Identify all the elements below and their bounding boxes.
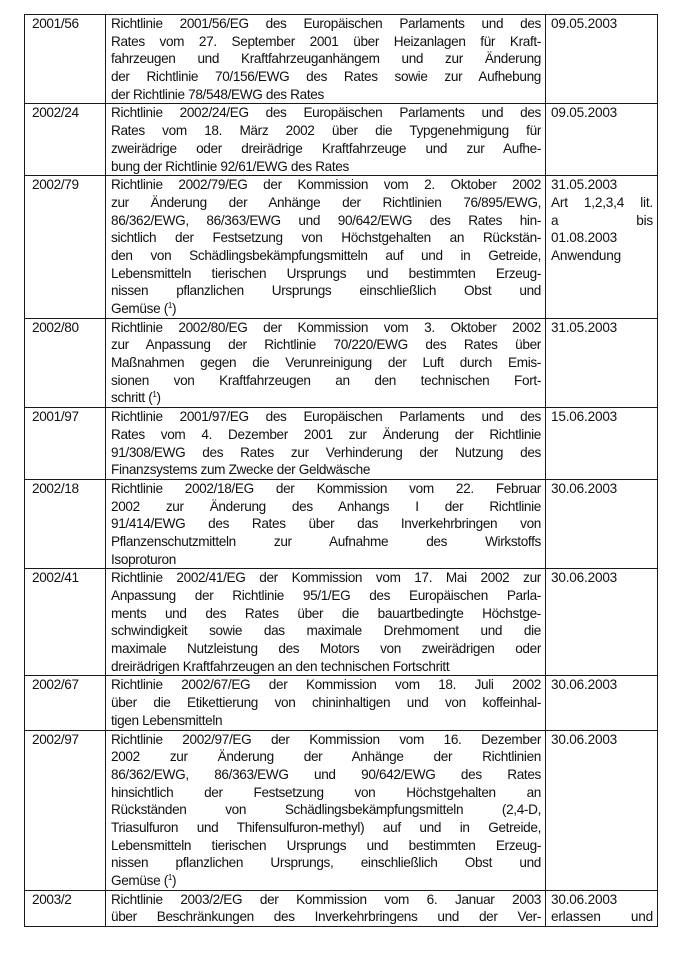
directive-number: 2002/97 (32, 731, 79, 747)
directive-title-cell (106, 104, 546, 176)
effective-date: 09.05.2003 (551, 16, 618, 31)
footnote-marker: 1 (167, 301, 172, 310)
effective-date-cell (546, 676, 658, 730)
directive-title-cell (106, 176, 546, 319)
directive-title-line: Richtlinie 2002/18/EG der Kommission vom 22. Februar (111, 480, 541, 496)
directive-title-line: dreirädrigen Kraftfahrzeugen an den technischen Fortschritt (111, 658, 450, 674)
directive-title-line: maximale Nutzleistung des Motors von zweirädrigen oder (111, 641, 541, 657)
directive-row (25, 176, 658, 319)
directive-number: 2002/41 (32, 570, 79, 586)
effective-date-cell (546, 479, 658, 568)
effective-date-note: erlassen und (551, 909, 653, 925)
effective-date-cell (546, 318, 658, 407)
effective-date: 30.06.2003 (551, 570, 618, 586)
directive-number-cell (25, 104, 106, 176)
directive-title-line: Lebensmitteln tierischen Ursprungs und bestimmten Erzeug- (111, 265, 541, 281)
directive-row (25, 676, 658, 730)
directive-title-line: Lebensmitteln tierischen Ursprungs und bestimmten Erzeug- (111, 837, 541, 853)
directive-title-line: Richtlinie 2002/41/EG der Kommission vom 17. Mai 2002 zur (111, 570, 541, 586)
directive-number: 2002/80 (32, 319, 79, 335)
effective-date: 15.06.2003 (551, 409, 618, 425)
directive-title-line: Pflanzenschutzmitteln zur Aufnahme des Wirkstoffs (111, 533, 541, 549)
directive-title-line: Richtlinie 2002/79/EG der Kommission vom 2. Oktober 2002 (111, 177, 541, 193)
directive-title-line: Richtlinie 2002/80/EG der Kommission vom 3. Oktober 2002 (111, 319, 541, 335)
directive-title-line: Gemüse ($^1$) (111, 873, 177, 888)
directive-row (25, 15, 658, 104)
directive-number-cell (25, 676, 106, 730)
effective-date: 30.06.2003 (551, 677, 618, 693)
directive-title-line: Rückständen von Schädlingsbekämpfungsmitteln (2,4-D, (111, 802, 541, 818)
effective-date-note: 01.08.2003 (551, 230, 618, 246)
footnote-marker: 1 (167, 873, 172, 882)
directive-title-cell (106, 569, 546, 676)
effective-date: 09.05.2003 (551, 105, 618, 121)
directive-title-line: tigen Lebensmitteln (111, 712, 223, 728)
directive-title-line: über Beschränkungen des Inverkehrbringens und der Ver- (111, 909, 541, 925)
directive-title-line: Richtlinie 2001/97/EG des Europäischen Parlaments und des (111, 409, 541, 425)
directive-title-line: Anpassung der Richtlinie 95/1/EG des Europäischen Parla- (111, 588, 541, 603)
directive-number: 2002/79 (32, 177, 79, 193)
document-page (24, 14, 657, 927)
effective-date: 30.06.2003 (551, 891, 618, 907)
directive-title-line: Triasulfuron und Thifensulfuron-methyl) auf und in Getreide, (111, 819, 541, 835)
directive-number: 2002/24 (32, 105, 79, 121)
directive-title-cell (106, 676, 546, 730)
directive-number-cell (25, 569, 106, 676)
directive-number-cell (25, 408, 106, 480)
directive-title-line: Richtlinie 2003/2/EG der Kommission vom 6. Januar 2003 (111, 891, 541, 907)
directive-title-cell (106, 890, 546, 926)
effective-date-note: Anwendung (551, 247, 622, 263)
directive-row (25, 479, 658, 568)
directive-title-cell (106, 479, 546, 568)
directive-title-line: zweirädrige oder dreirädrige Kraftfahrzeuge und zur Aufhe- (111, 140, 541, 156)
directive-number-cell (25, 730, 106, 890)
directive-title-cell (106, 318, 546, 407)
effective-date-note: Art 1,2,3,4 lit. (551, 194, 653, 210)
directive-number: 2001/56 (32, 16, 79, 31)
effective-date-note: a bis (551, 212, 653, 228)
directive-title-line: Richtlinie 2002/67/EG der Kommission vom 18. Juli 2002 (111, 677, 541, 693)
effective-date-cell (546, 104, 658, 176)
effective-date-cell (546, 569, 658, 676)
directive-title-line: zur Anpassung der Richtlinie 70/220/EWG des Rates über (111, 337, 541, 353)
directive-title-line: Rates vom 27. September 2001 über Heizanlagen für Kraft- (111, 33, 541, 49)
directives-table-body (25, 15, 658, 927)
directive-row (25, 890, 658, 926)
directive-title-cell (106, 15, 546, 104)
directive-title-line: sichtlich der Festsetzung von Höchstgehalten an Rückstän- (111, 230, 541, 246)
directive-title-line: hinsichtlich der Festsetzung von Höchstgehalten an (111, 784, 541, 800)
directive-title-line: Isoproturon (111, 551, 176, 567)
directives-table (24, 14, 658, 927)
directive-title-cell (106, 408, 546, 480)
directive-title-line: nissen pflanzlichen Ursprungs, einschließlich Obst und (111, 855, 541, 871)
directive-title-line: 91/308/EWG des Rates zur Verhinderung der Nutzung des (111, 444, 541, 460)
directive-title-line: bung der Richtlinie 92/61/EWG des Rates (111, 158, 349, 174)
directive-title-line: nissen pflanzlichen Ursprungs einschließlich Obst und (111, 283, 541, 299)
effective-date: 30.06.2003 (551, 731, 618, 747)
directive-number: 2002/67 (32, 677, 79, 693)
effective-date-cell (546, 890, 658, 926)
directive-row (25, 408, 658, 480)
directive-title-line: Rates vom 18. März 2002 über die Typgenehmigung für (111, 123, 541, 139)
directive-title-line: 91/414/EWG des Rates über das Inverkehrbringen von (111, 516, 541, 532)
directive-number-cell (25, 318, 106, 407)
directive-number: 2001/97 (32, 409, 79, 425)
effective-date: 31.05.2003 (551, 319, 618, 335)
directive-title-line: 2002 zur Änderung der Anhänge der Richtlinien (111, 749, 541, 765)
directive-title-line: Richtlinie 2002/24/EG des Europäischen Parlaments und des (111, 105, 541, 121)
effective-date-cell (546, 408, 658, 480)
directive-title-line: Maßnahmen gegen die Verunreinigung der Luft durch Emis- (111, 355, 541, 371)
directive-title-line: über die Etikettierung von chininhaltigen und von koffeinhal- (111, 695, 541, 711)
directive-row (25, 569, 658, 676)
directive-title-line: schritt ($^1$) (111, 390, 161, 406)
footnote-marker: 1 (152, 390, 157, 400)
effective-date-cell (546, 15, 658, 104)
directive-title-line: zur Änderung der Anhänge der Richtlinien 76/895/EWG, (111, 194, 541, 210)
directive-title-line: Finanzsystems zum Zwecke der Geldwäsche (111, 462, 371, 478)
directive-row (25, 730, 658, 890)
directive-title-line: Richtlinie 2002/97/EG der Kommission vom 16. Dezember (111, 731, 541, 747)
directive-title-line: Richtlinie 2001/56/EG des Europäischen Parlaments und des (111, 16, 541, 31)
directive-title-line: den von Schädlingsbekämpfungsmitteln auf und in Getreide, (111, 247, 541, 263)
directive-number: 2002/18 (32, 480, 79, 496)
effective-date-cell (546, 730, 658, 890)
directive-title-line: ments und des Rates über die bauartbedingte Höchstge- (111, 605, 541, 621)
directive-number-cell (25, 479, 106, 568)
directive-title-cell (106, 730, 546, 890)
effective-date-cell (546, 176, 658, 319)
directive-title-line: 2002 zur Änderung des Anhangs I der Richtlinie (111, 498, 541, 514)
directive-title-line: 86/362/EWG, 86/363/EWG und 90/642/EWG des Rates (111, 766, 541, 782)
directive-row (25, 104, 658, 176)
directive-title-line: der Richtlinie 78/548/EWG des Rates (111, 86, 324, 102)
directive-title-line: sionen von Kraftfahrzeugen an den technischen Fort- (111, 372, 541, 388)
directive-row (25, 318, 658, 407)
directive-title-line: der Richtlinie 70/156/EWG des Rates sowie zur Aufhebung (111, 69, 541, 85)
directive-title-line: Rates vom 4. Dezember 2001 zur Änderung der Richtlinie (111, 426, 541, 442)
directive-title-line: schwindigkeit sowie das maximale Drehmoment und die (111, 623, 541, 639)
directive-number: 2003/2 (32, 891, 72, 907)
directive-number-cell (25, 890, 106, 926)
effective-date: 30.06.2003 (551, 480, 618, 496)
directive-number-cell (25, 176, 106, 319)
directive-number-cell (25, 15, 106, 104)
directive-title-line: 86/362/EWG, 86/363/EWG und 90/642/EWG des Rates hin- (111, 212, 541, 228)
effective-date: 31.05.2003 (551, 177, 618, 193)
directive-title-line: Gemüse ($^1$) (111, 301, 177, 316)
directive-title-line: fahrzeugen und Kraftfahrzeuganhängem und zur Änderung (111, 51, 541, 67)
